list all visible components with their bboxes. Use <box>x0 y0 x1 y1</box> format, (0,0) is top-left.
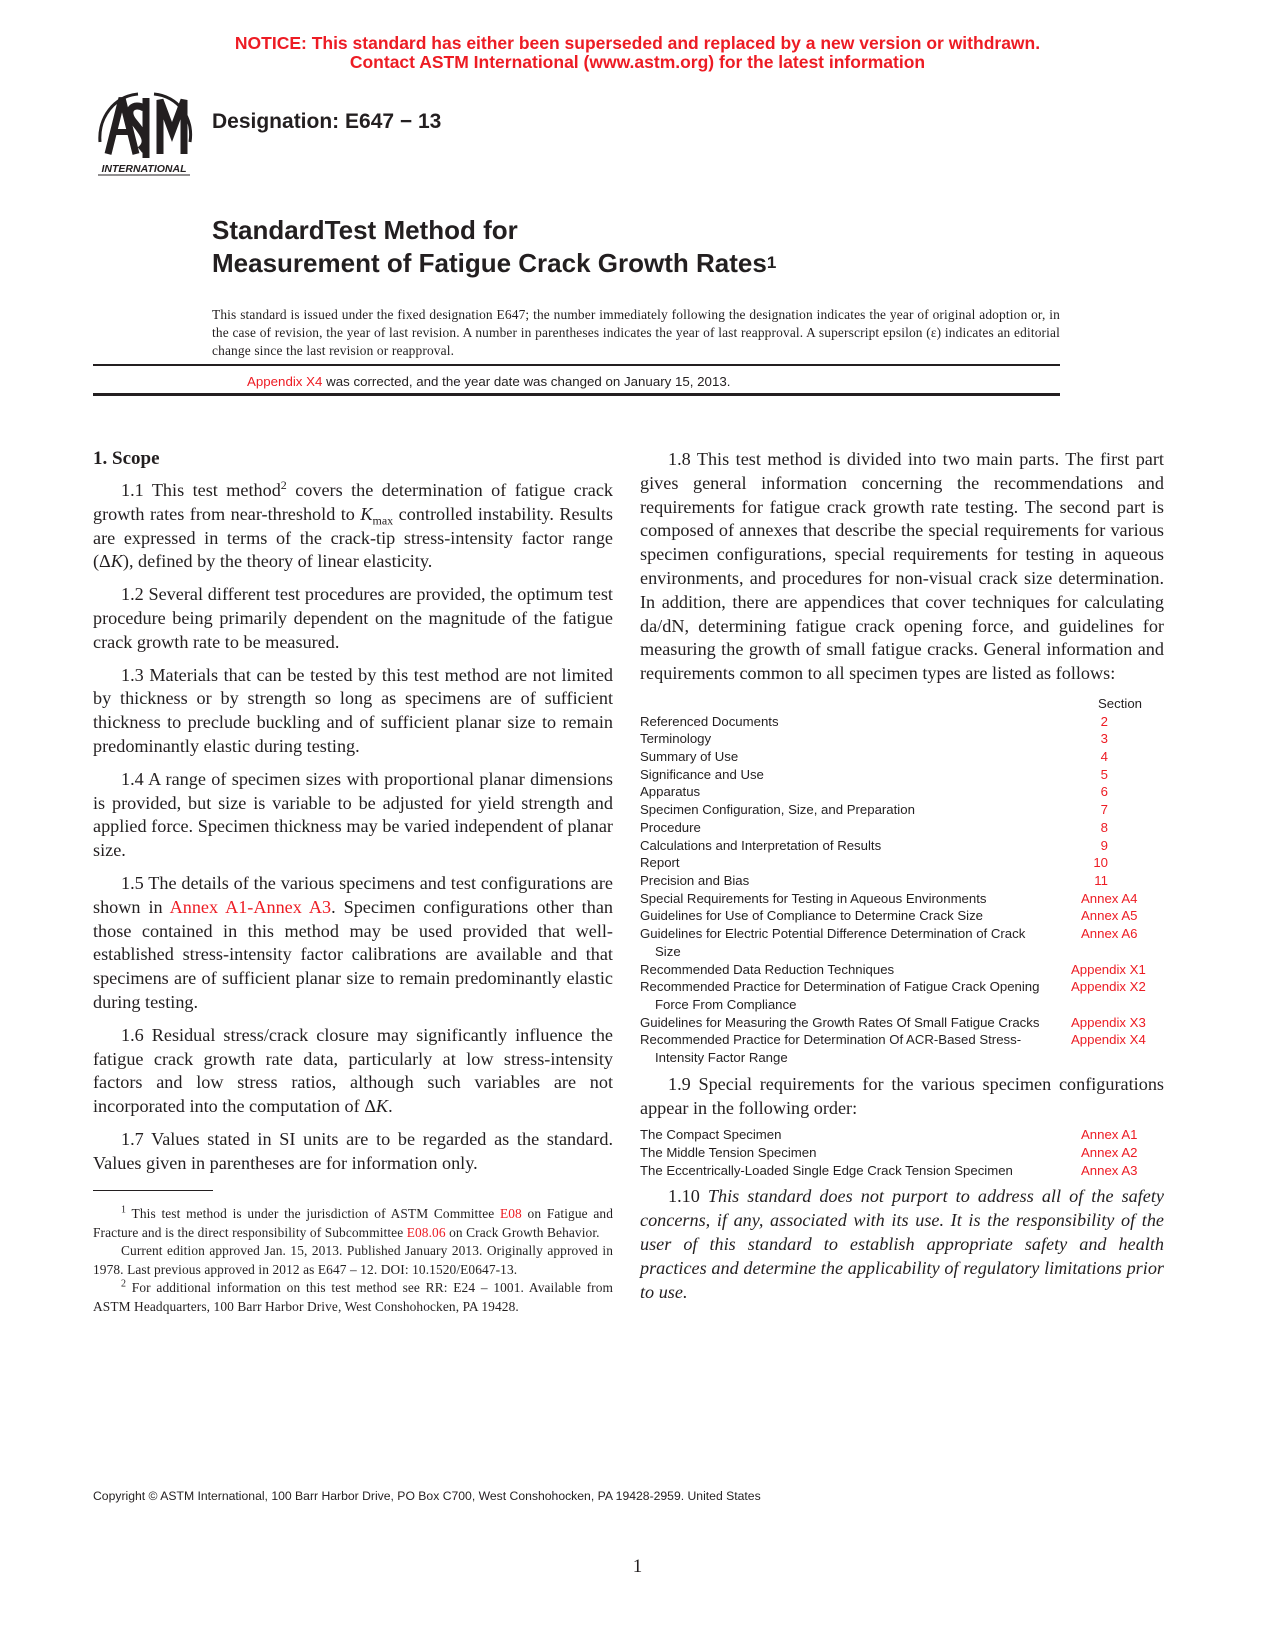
toc-label: Guidelines for Use of Compliance to Determine Crack Size <box>640 908 984 924</box>
toc-row <box>640 1014 1164 1032</box>
toc-row <box>640 961 1164 979</box>
editorial-text: was corrected, and the year date was changed on January 15, 2013. <box>322 374 731 389</box>
right-column <box>640 448 1164 1313</box>
paragraph-1-8: 1.8 This test method is divided into two main parts. The first part gives general information concerning the recommendations and requirements for fatigue crack growth rate testing. The second part is composed of annexes that describe the special requirements for various specimen configurations, special requirements for testing in aqueous environments, and procedures for non-visual crack size determination. In addition, there are appendices that cover techniques for calculating da/dN, determining fatigue crack opening force, and guidelines for measuring the growth of small fatigue cracks. General information and requirements common to all specimen types are listed as follows: <box>640 449 1164 684</box>
toc-row <box>640 872 1164 890</box>
issued-note: This standard is issued under the fixed designation E647; the number immediately following the designation indicates the year of original adoption or, in the case of revision, the year of last revision. A number in parentheses indicates the year of last reapproval. A superscript epsilon (ε) indicates an editorial change since the last revision or reapproval. <box>212 307 1060 358</box>
committee-e08-link[interactable]: E08 <box>499 1206 522 1221</box>
paragraph-1-6: 1.6 Residual stress/crack closure may significantly influence the fatigue crack growth rate data, particularly at low stress-intensity factors and low stress ratios, although such variables are not incorporated into the computation of ΔK. <box>93 1024 613 1117</box>
footnote-rule <box>93 1190 213 1191</box>
toc-ref-link[interactable]: Appendix X2 <box>1071 979 1146 995</box>
toc-label: Apparatus <box>640 784 701 800</box>
toc-label: Terminology <box>640 731 712 747</box>
title-line-1: StandardTest Method for <box>212 215 518 245</box>
document-title <box>212 214 776 280</box>
section-table-header: Section <box>1098 695 1142 711</box>
toc-label: Significance and Use <box>640 766 764 782</box>
paragraph-1-10: 1.10 This standard does not purport to address all of the safety concerns, if any, associated with its use. It is the responsibility of the user of this standard to establish appropriate safety and health practices and determine the applicability of regulatory limitations prior to use. <box>640 1186 1164 1302</box>
toc-ref-link[interactable]: 11 <box>1094 873 1108 888</box>
footnote-2: $^2$ For additional information on this test method see RR: E24 – 1001. Available from ASTM Headquarters, 100 Barr Harbor Drive, West Conshohocken, PA 19428. <box>93 1278 613 1314</box>
toc-label: Procedure <box>640 819 701 835</box>
toc-row <box>640 890 1164 908</box>
logo-text: INTERNATIONAL <box>101 163 187 175</box>
copyright: Copyright © ASTM International, 100 Barr Harbor Drive, PO Box C700, West Conshohocken, PA 19428-2959. United States <box>93 1489 761 1503</box>
section-table <box>640 695 1164 1067</box>
annex-ref-link[interactable]: Annex A2 <box>1081 1145 1138 1161</box>
paragraph-1-9: 1.9 Special requirements for the various specimen configurations appear in the following order: <box>640 1073 1164 1118</box>
subcommittee-e0806-link[interactable]: E08.06 <box>406 1224 446 1240</box>
annex-row <box>640 1126 1164 1144</box>
toc-row <box>640 783 1164 801</box>
toc-label: Report <box>640 855 680 871</box>
toc-label: Recommended Practice for Determination of Fatigue Crack Opening Force From Compliance <box>640 979 1040 1012</box>
annex-row <box>640 1144 1164 1162</box>
footnote-1: $^1$ This test method is under the jurisdiction of ASTM Committee E08 on Fatigue and Fracture and is the direct responsibility of Subcommittee E08.06 on Crack Growth Behavior. <box>93 1204 614 1240</box>
toc-ref-link[interactable]: 2 <box>1100 713 1108 729</box>
annex-label: The Compact Specimen <box>640 1127 782 1143</box>
toc-row <box>640 854 1164 872</box>
toc-ref-link[interactable]: 5 <box>1100 766 1108 782</box>
toc-row <box>640 819 1164 837</box>
toc-label: Recommended Practice for Determination Of ACR-Based Stress-Intensity Factor Range <box>640 1032 1022 1066</box>
edition-note: Current edition approved Jan. 15, 2013. Published January 2013. Originally approved in 1978. Last previous approved in 2012 as E647 – 12. DOI: 10.1520/E0647-13. <box>93 1243 613 1277</box>
toc-ref-link[interactable]: Appendix X4 <box>1071 1032 1146 1048</box>
notice-line-1: NOTICE: This standard has either been superseded and replaced by a new version or withdrawn. <box>234 33 1041 53</box>
paragraph-1-2: 1.2 Several different test procedures are provided, the optimum test procedure being primarily dependent on the magnitude of the fatigue crack growth rate to be measured. <box>93 584 613 652</box>
annex-row <box>640 1162 1164 1180</box>
toc-ref-link[interactable]: Annex A6 <box>1081 926 1138 942</box>
toc-label: Guidelines for Measuring the Growth Rates Of Small Fatigue Cracks <box>640 1014 1040 1030</box>
toc-row <box>640 748 1164 766</box>
astm-logo-mark <box>94 88 196 180</box>
divider-bottom <box>93 393 1060 396</box>
toc-row <box>640 978 1164 1013</box>
toc-row <box>640 907 1164 925</box>
toc-ref-link[interactable]: 8 <box>1100 819 1108 835</box>
editorial-note <box>247 374 730 389</box>
toc-ref-link[interactable]: Appendix X1 <box>1071 961 1146 977</box>
toc-label: Calculations and Interpretation of Results <box>640 837 882 853</box>
toc-label: Summary of Use <box>640 749 739 765</box>
toc-ref-link[interactable]: Appendix X3 <box>1071 1014 1146 1030</box>
title-line-2-text: Measurement of Fatigue Crack Growth Rates <box>212 248 767 278</box>
title-line-2 <box>212 247 776 280</box>
annex-ref-link[interactable]: Annex A1 <box>1081 1127 1138 1143</box>
paragraph-1-1: 1.1 This test method$^2$ covers the determination of fatigue crack growth rates from near-threshold to $K_{max}$ controlled instability. Results are expressed in terms of the crack-tip stress-intensity factor range (ΔK), defined by the theory of linear elasticity. <box>93 477 613 572</box>
annex-a1-a3-link[interactable]: Annex A1-Annex A3 <box>169 896 332 917</box>
toc-ref-link[interactable]: 4 <box>1100 749 1108 765</box>
annex-ref-link[interactable]: Annex A3 <box>1081 1162 1138 1178</box>
toc-ref-link[interactable]: 3 <box>1100 731 1108 747</box>
annex-label: The Eccentrically-Loaded Single Edge Crack Tension Specimen <box>640 1162 1013 1178</box>
paragraph-1-4: 1.4 A range of specimen sizes with proportional planar dimensions is provided, but size is variable to be adjusted for yield strength and applied force. Specimen thickness may be varied independent of planar size. <box>93 768 613 861</box>
toc-ref-link[interactable]: Annex A4 <box>1081 890 1138 906</box>
toc-row <box>640 713 1164 731</box>
toc-row <box>640 766 1164 784</box>
page-number: 1 <box>632 1556 643 1577</box>
section-heading-scope: 1. Scope <box>93 448 160 469</box>
astm-logo <box>94 88 196 180</box>
toc-label: Specimen Configuration, Size, and Preparation <box>640 802 915 818</box>
annex-order-list <box>640 1126 1164 1179</box>
toc-row <box>640 1031 1164 1066</box>
toc-row <box>640 925 1164 960</box>
toc-label: Precision and Bias <box>640 873 750 888</box>
toc-ref-link[interactable]: 6 <box>1100 784 1108 800</box>
footnotes <box>93 1205 613 1317</box>
annex-label: The Middle Tension Specimen <box>640 1145 817 1161</box>
toc-label: Referenced Documents <box>640 713 779 729</box>
toc-row <box>640 801 1164 819</box>
left-column <box>93 448 613 1185</box>
toc-label: Guidelines for Electric Potential Difference Determination of Crack Size <box>640 926 1026 959</box>
footnote-2-mark[interactable]: 2 <box>280 477 287 492</box>
title-footnote-mark[interactable]: 1 <box>766 253 777 272</box>
toc-row <box>640 730 1164 748</box>
appendix-x4-link[interactable]: Appendix X4 <box>247 374 323 389</box>
paragraph-1-3: 1.3 Materials that can be tested by this test method are not limited by thickness or by strength so long as specimens are of sufficient thickness to preclude buckling and of sufficient planar size to remain predominantly elastic during testing. <box>93 664 613 756</box>
toc-row <box>640 837 1164 855</box>
paragraph-1-5: 1.5 The details of the various specimens and test configurations are shown in Annex A1-Annex A3. Specimen configurations other than those contained in this method may be used provided that well-established stress-intensity factor calibrations are available and that specimens are of sufficient planar size to remain predominantly elastic during testing. <box>93 872 613 1012</box>
toc-label: Recommended Data Reduction Techniques <box>640 961 895 977</box>
toc-ref-link[interactable]: Annex A5 <box>1081 908 1138 924</box>
divider-top <box>93 364 1060 366</box>
paragraph-1-7: 1.7 Values stated in SI units are to be regarded as the standard. Values given in parentheses are for information only. <box>93 1128 613 1173</box>
designation: Designation: E647 − 13 <box>212 110 442 133</box>
toc-ref-link[interactable]: 10 <box>1093 855 1108 871</box>
toc-label: Special Requirements for Testing in Aqueous Environments <box>640 890 987 906</box>
notice-line-2: Contact ASTM International (www.astm.org) for the latest information <box>349 52 926 72</box>
toc-ref-link[interactable]: 7 <box>1100 802 1108 818</box>
toc-ref-link[interactable]: 9 <box>1100 837 1108 853</box>
